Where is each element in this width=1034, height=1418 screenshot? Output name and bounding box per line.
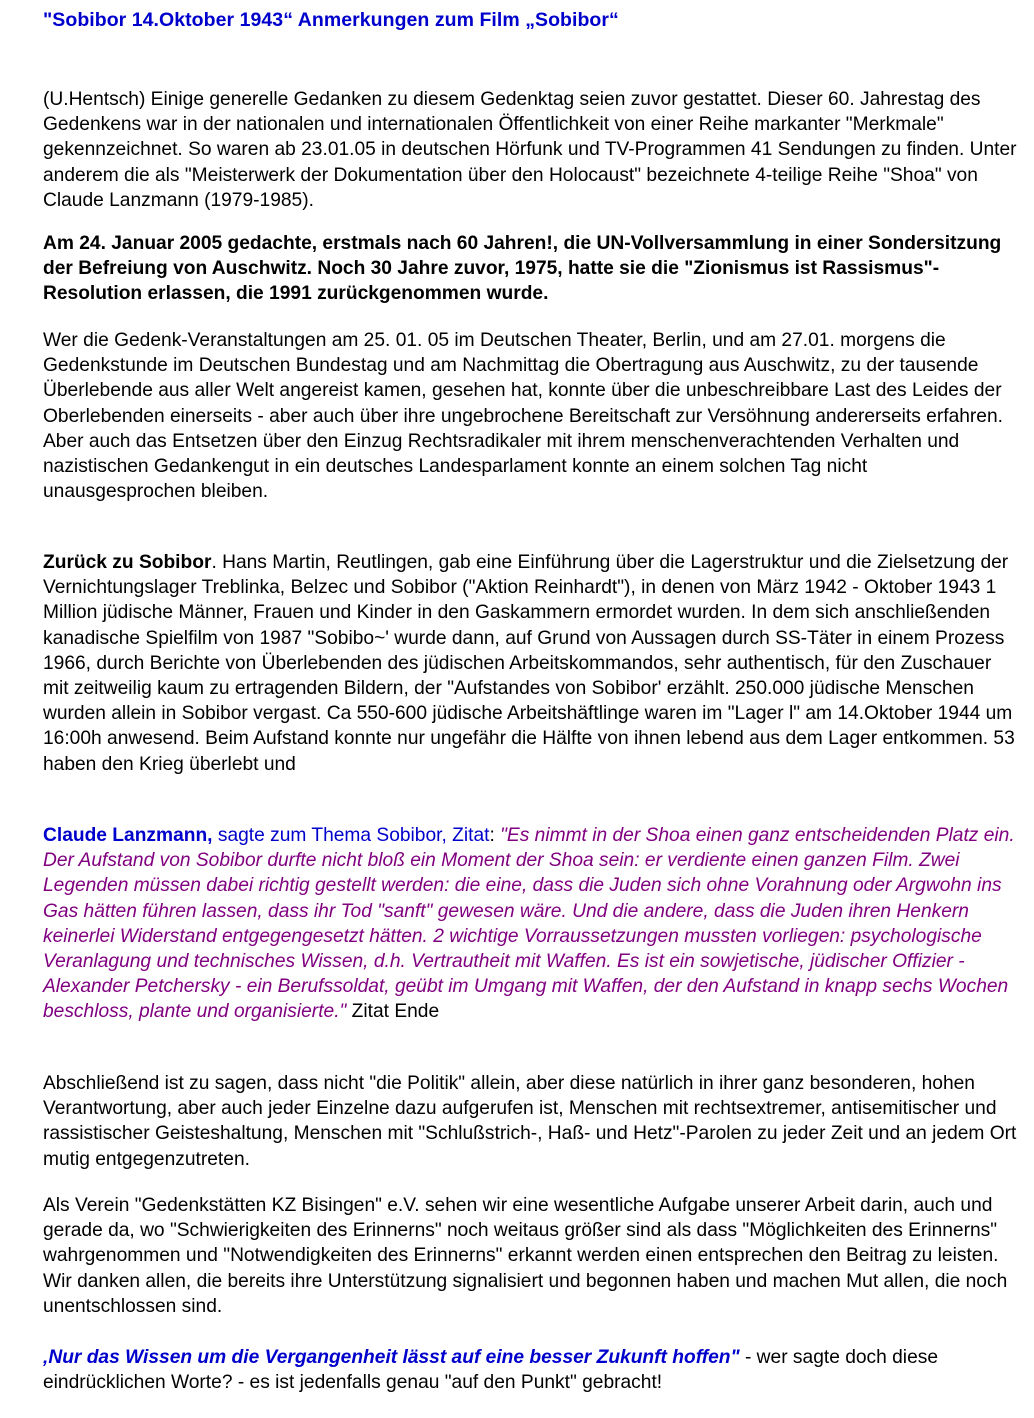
quote-text: "Es nimmt in der Shoa einen ganz entscheidenden Platz ein. Der Aufstand von Sobibor durfte nicht bloß ein Moment der Shoa sein: er verdiente einen ganzen Film. Zwei Legenden müssen dabei richtig gestellt werden: die eine, dass die Juden sich ohne Vorahnung oder Argwohn ins Gas hätten führen lassen, dass ihr Tod "sanft" gewesen wäre. Und die andere, dass die Juden ihren Henkern keinerlei Widerstand entgegengesetzt hätten. 2 wichtige Vorraussetzungen mussten vorliegen: psychologische Veranlagung und technisches Wissen, d.h. Vertrautheit mit Waffen. Es ist ein sowjetische, jüdischer Offizier - Alexander Petchersky - ein Berufssoldat, geübt im Umgang mit Waffen, der den Aufstand in knapp sechs Wochen beschloss, plante und organisierte." [43, 825, 1015, 1023]
quote-colon: : [489, 825, 501, 846]
paragraph-intro: (U.Hentsch) Einige generelle Gedanken zu diesem Gedenktag seien zuvor gestattet. Dieser 60. Jahrestag des Gedenkens war in der nationalen und internationalen Öffentlichkeit von einer Reihe markanter "Merkmale" gekennzeichnet. So waren ab 23.01.05 in deutschen Hörfunk und TV-Programmen 41 Sendungen zu finden. Unter anderem die als "Meisterwerk der Dokumentation über den Holocaust" bezeichnete 4-teilige Reihe "Shoa" von Claude Lanzmann (1979-1985). [43, 89, 1017, 211]
paragraph-closing [43, 1345, 1018, 1395]
paragraph-un-assembly: Am 24. Januar 2005 gedachte, erstmals nach 60 Jahren!, die UN-Vollversammlung in einer Sondersitzung der Befreiung von Auschwitz. Noch 30 Jahre zuvor, 1975, hatte sie die "Zionismus ist Rassismus"-Resolution erlassen, die 1991 zurückgenommen wurde. [43, 233, 1002, 305]
closing-rest: - wer sagte doch diese eindrücklichen Worte? - es ist jedenfalls genau "auf den Punkt" gebracht! [43, 1347, 939, 1394]
quote-author: Claude Lanzmann, [43, 825, 213, 846]
closing-quote: ‚Nur das Wissen um die Vergangenheit lässt auf eine besser Zukunft hoffen" [43, 1347, 740, 1368]
paragraph-lanzmann-quote [43, 823, 1018, 1025]
sobibor-body: . Hans Martin, Reutlingen, gab eine Einführung über die Lagerstruktur und die Zielsetzung der Vernichtungslager Treblinka, Belzec und Sobibor ("Aktion Reinhardt"), in denen von März 1942 - Oktober 1943 1 Million jüdische Männer, Frauen und Kinder in den Gaskammern ermordet wurden. In dem sich anschließenden kanadische Spielfilm von 1987 "Sobibo~' wurde dann, auf Grund von Aussagen durch SS-Täter in einem Prozess 1966, durch Berichte von Überlebenden des jüdischen Arbeitskommandos, sehr authentisch, für den Zuschauer mit zeitweilig kaum zu ertragenden Bildern, der "Aufstandes von Sobibor' erzählt. 250.000 jüdische Menschen wurden allein in Sobibor vergast. Ca 550-600 jüdische Arbeitshäftlinge waren im "Lager l" am 14.Oktober 1944 um 16:00h anwesend. Beim Aufstand konnte nur ungefähr die Hälfte von ihnen lebend aus dem Lager entkommen. 53 haben den Krieg überlebt und [43, 552, 1015, 775]
paragraph-verein: Als Verein "Gedenkstätten KZ Bisingen" e.V. sehen wir eine wesentliche Aufgabe unserer Arbeit darin, auch und gerade da, wo "Schwierigkeiten des Erinnerns" noch weitaus größer sind als dass "Möglichkeiten des Erinnerns" wahrgenommen und "Notwendigkeiten des Erinnerns" erkannt werden einen entsprechen den Beitrag zu leisten. Wir danken allen, die bereits ihre Unterstützung signalisiert und begonnen haben und machen Mut allen, die noch unentschlossen sind. [43, 1195, 1008, 1317]
quote-end: Zitat Ende [346, 1001, 440, 1023]
paragraph-memorial-events: Wer die Gedenk-Veranstaltungen am 25. 01. 05 im Deutschen Theater, Berlin, und am 27.01. morgens die Gedenkstunde im Deutschen Bundestag und am Nachmittag die Obertragung aus Auschwitz, zu der tausende Überlebende aus aller Welt angereist kamen, gesehen hat, konnte über die unbeschreibbare Last des Leides der Oberlebenden einerseits - aber auch über ihre ungebrochene Bereitschaft zur Versöhnung andererseits erfahren. Aber auch das Entsetzen über den Einzug Rechtsradikaler mit ihrem menschenverachtenden Verhalten und nazistischen Gedankengut in ein deutsches Landesparlament konnte an einem solchen Tag nicht unausgesprochen bleiben. [43, 330, 1003, 503]
quote-intro: sagte zum Thema Sobibor, Zitat [212, 825, 490, 846]
sobibor-lead: Zurück zu Sobibor [43, 552, 212, 573]
paragraph-conclusion: Abschließend ist zu sagen, dass nicht "die Politik" allein, aber diese natürlich in ihrer ganz besonderen, hohen Verantwortung, aber auch jeder Einzelne dazu aufgerufen ist, Menschen mit rechtsextremer, antisemitischer und rassistischer Geisteshaltung, Menschen mit "Schlußstrich-, Haß- und Hetz"-Parolen zu jeder Zeit und an jedem Ort mutig entgegenzutreten. [43, 1073, 1017, 1170]
paragraph-sobibor [43, 550, 1018, 777]
document-title: "Sobibor 14.Oktober 1943“ Anmerkungen zum Film „Sobibor“ [43, 9, 619, 31]
